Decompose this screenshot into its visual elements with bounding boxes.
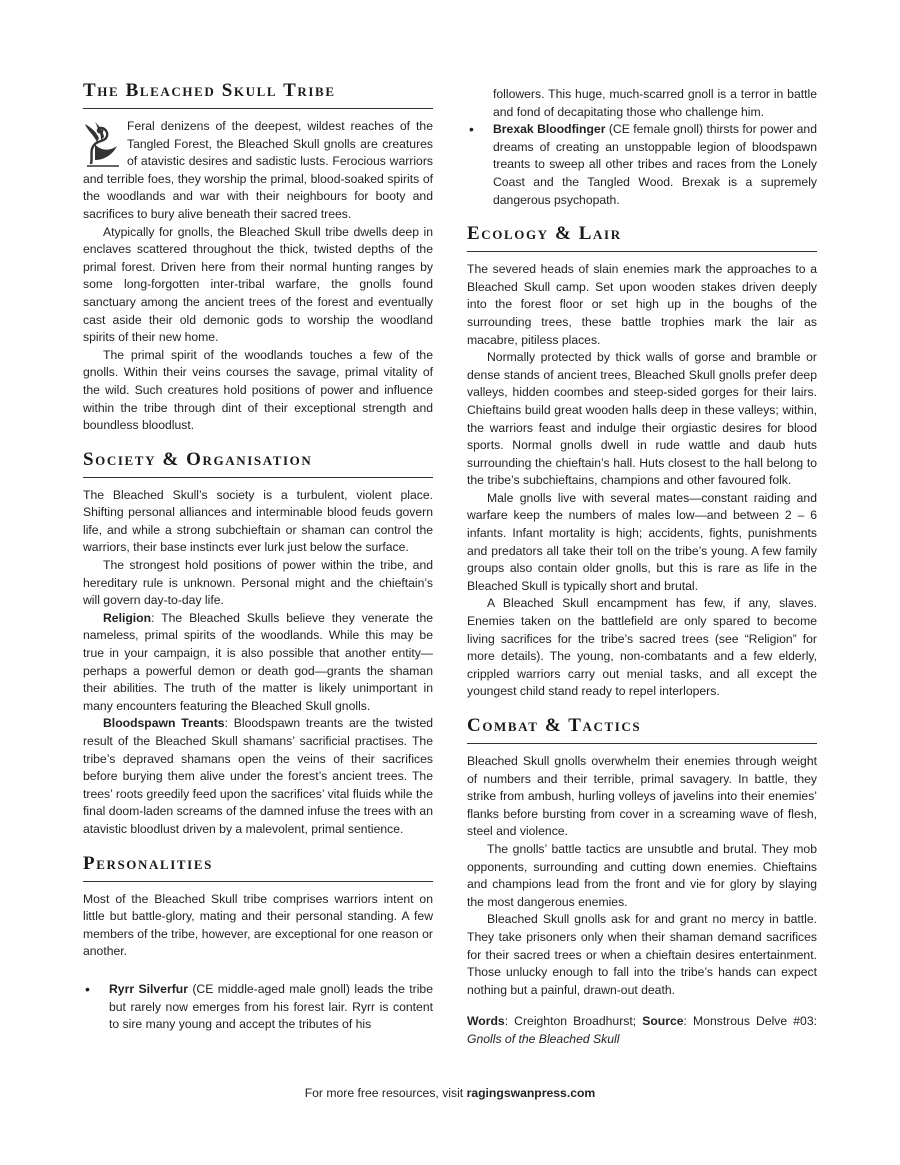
ryrr-continued xyxy=(467,86,817,121)
brexak-name: Brexak Bloodfinger xyxy=(493,122,606,137)
treants-label: Bloodspawn Treants xyxy=(103,716,225,731)
intro-para-3: The primal spirit of the woodlands touches a few of the gnolls. Within their veins courses the savage, primal vitality of the wild. Such creatures hold positions of power and influence within the tribe through dint of their exceptional strength and boundless bloodlust. xyxy=(83,347,433,433)
list-item-brexak xyxy=(467,121,817,209)
personalities-para: Most of the Bleached Skull tribe comprises warriors intent on little but battle-glory, mating and their personal standing. A few members of the tribe, however, are exceptional for one reason or another. xyxy=(83,891,433,959)
treants-text: : Bloodspawn treants are the twisted result of the Bleached Skull shamans’ sacrificial practises. The tribe’s depraved shamans open the veins of their sacrifices before burying them alive under the forest’s ancient trees. The trees’ roots greedily feed upon the sacrifices’ vital fluids while the final doom-laden screams of the damned infuse the trees with an atavistic bloodlust driven by a malevolent, primal sentience. xyxy=(83,716,433,836)
ecology-para-3: Male gnolls live with several mates—constant raiding and warfare keep the numbers of males low—and between 2 – 6 infants. Infant mortality is high; accidents, fights, punishments and predators all take their toll on the tribe’s young. A few family groups also contain older gnolls, but this is rare as life in the Bleached Skull is typically short and brutal. xyxy=(467,490,817,593)
religion-text: : The Bleached Skulls believe they venerate the nameless, primal spirits of the woodlands. While this may be true in your campaign, it is also possible that another entity—perhaps a powerful demon or death god—grants the shaman their abilities. The truth of the matter is likely unimportant in many encounters featuring the Bleached Skull gnolls. xyxy=(83,610,433,713)
ryrr-cont-text: followers. This huge, much-scarred gnoll is a terror in battle and fond of decapitating those who challenge him. xyxy=(493,87,817,119)
right-column xyxy=(467,86,817,1049)
ecology-para-1: The severed heads of slain enemies mark the approaches to a Bleached Skull camp. Set upon wooden stakes driven deeply into the forest floor or set high up in the boughs of the surrounding trees, these battle trophies mark the lair as macabre, pitiless places. xyxy=(467,262,817,347)
words-label: Words xyxy=(467,1014,505,1029)
heading-ecology: Ecology & Lair xyxy=(467,223,817,252)
source-text: : Monstrous Delve #03: xyxy=(683,1014,817,1029)
treants-para xyxy=(83,715,433,838)
personalities-list xyxy=(83,981,433,1034)
words-text: : Creighton Broadhurst; xyxy=(504,1014,643,1029)
intro-para-2: Atypically for gnolls, the Bleached Skull tribe dwells deep in enclaves scattered throughout the thick, twisted depths of the primal forest. Driven here from their normal hunting ranges by some long-forgotten inter-tribal warfare, the gnolls found sanctuary among the ancient trees of the forest and eventually cast aside their old demonic gods to worship the woodland spirits of their new home. xyxy=(83,224,433,345)
footer-text: For more free resources, visit xyxy=(304,1086,467,1100)
combat-para-1: Bleached Skull gnolls overwhelm their enemies through weight of numbers and their terrible, primal savagery. In battle, they strike from ambush, hurling volleys of javelins into their enemies’ flanks before bursting from cover in a screaming wave of flesh, steel and violence. xyxy=(467,754,817,839)
brexak-text: (CE female gnoll) thirsts for power and dreams of creating an unstoppable legion of bloodspawn treants to sweep all other tribes and races from the Lonely Coast and the Tangled Wood. Brexak is a supremely dangerous psychopath. xyxy=(493,122,817,207)
source-label: Source xyxy=(642,1014,684,1029)
source-title: Gnolls of the Bleached Skull xyxy=(467,1031,620,1046)
religion-label: Religion xyxy=(103,610,152,625)
combat-para-2: The gnolls’ battle tactics are unsubtle and brutal. They mob opponents, surrounding and cutting down enemies. Chieftains and champions lead from the front and vie for glory by slaying the most dangerous enemies. xyxy=(467,841,817,909)
religion-para xyxy=(83,610,433,716)
footer-link[interactable]: ragingswanpress.com xyxy=(466,1086,596,1100)
society-para-2: The strongest hold positions of power within the tribe, and hereditary rule is unknown. Personal might and the chieftain’s will govern day-to-day life. xyxy=(83,558,433,608)
heading-personalities: Personalities xyxy=(83,853,433,882)
ryrr-text: (CE middle-aged male gnoll) leads the tribe but rarely now emerges from his forest lair. Ryrr is content to sire many young and accept the tributes of his xyxy=(109,981,433,1032)
society-para-1: The Bleached Skull’s society is a turbulent, violent place. Shifting personal alliances and interminable blood feuds govern life, and while a strong subchieftain or shaman can control the warriors, their base instincts ever lurk just below the surface. xyxy=(83,487,433,555)
ecology-para-4: A Bleached Skull encampment has few, if any, slaves. Enemies taken on the battlefield are only spared to become living sacrifices for the tribe’s sacred trees (see “Religion” for more details). The young, non-combatants and a few elderly, crippled warriors carry out menial tasks, and all except the youngest child stand ready to repel interlopers. xyxy=(467,596,817,699)
ecology-para-2: Normally protected by thick walls of gorse and bramble or dense stands of ancient trees, Bleached Skull gnolls prefer deep valleys, hidden coombes and steep-sided gorges for their lairs. Chieftains build great wooden halls deep in these valleys; within, the warriors feast and indulge their orgiastic desires for blood sports. Normal gnolls dwell in rude wattle and daub huts surrounding the chieftain’s hall. Huts closest to the hall belong to the tribe’s subchieftains, champions and other favoured folk. xyxy=(467,350,817,488)
ryrr-name: Ryrr Silverfur xyxy=(109,981,188,996)
credits xyxy=(467,1013,817,1048)
personalities-list-cont xyxy=(467,86,817,209)
heading-society: Society & Organisation xyxy=(83,449,433,478)
combat-para-3: Bleached Skull gnolls ask for and grant no mercy in battle. They take prisoners only when their shaman demand sacrifices for their sacred trees or when a chieftain desires entertainment. Those unlucky enough to fall into the tribe’s hands can expect nothing but a painful, drawn-out death. xyxy=(467,912,817,997)
intro-para-1: Feral denizens of the deepest, wildest reaches of the Tangled Forest, the Bleached Skull gnolls are creatures of atavistic desires and sadistic lusts. Ferocious warriors and terrible foes, they worship the primal, blood-soaked spirits of the woodlands and war with their neighbours for booty and sacrifices to bury alive beneath their sacred trees. xyxy=(83,119,433,221)
heading-combat: Combat & Tactics xyxy=(467,715,817,744)
list-item-ryrr xyxy=(83,981,433,1034)
heading-tribe: The Bleached Skull Tribe xyxy=(83,80,433,109)
swan-icon xyxy=(83,120,121,168)
left-column xyxy=(83,80,433,1034)
footer xyxy=(0,1086,900,1100)
